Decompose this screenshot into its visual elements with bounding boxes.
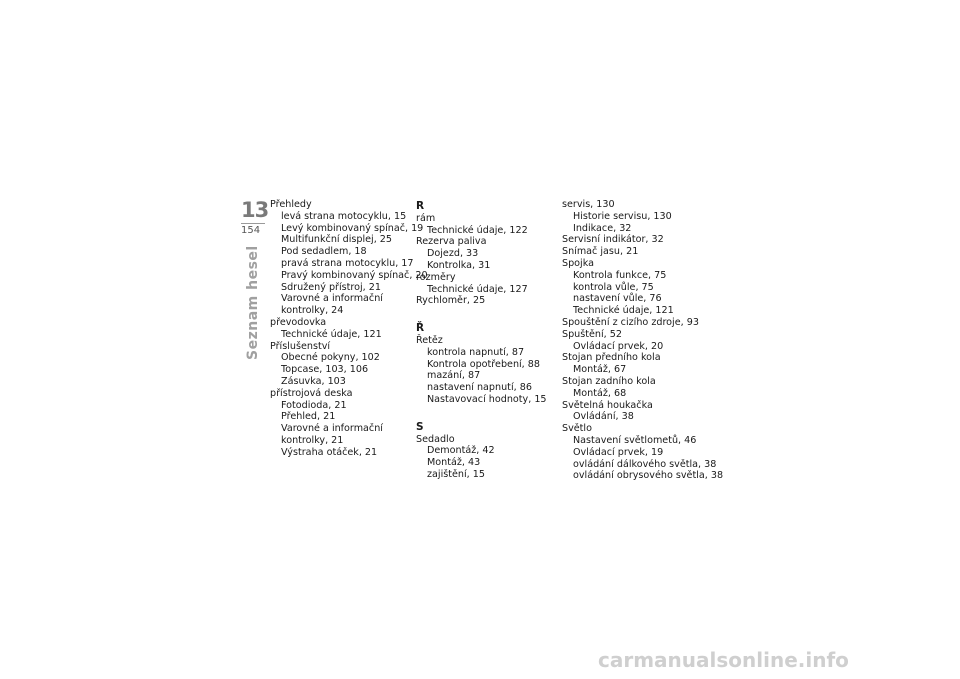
index-subentry: Nastavovací hodnoty, 15 [427, 393, 547, 405]
index-entry: Rychloměr, 25 [416, 295, 486, 307]
index-column-2 [416, 199, 556, 481]
index-entry: přístrojová deska [270, 387, 353, 399]
index-subentry: Varovné a informační [281, 423, 383, 435]
index-subentry: ovládání obrysového světla, 38 [573, 470, 724, 482]
index-entry: servis, 130 [562, 199, 615, 210]
index-subentry: Kontrola funkce, 75 [573, 269, 667, 281]
index-subentry: kontrola napnutí, 87 [427, 346, 525, 358]
index-subentry: mazání, 87 [427, 370, 481, 382]
index-subentry: Kontrola opotřebení, 88 [427, 358, 540, 370]
index-subentry: Technické údaje, 121 [573, 305, 674, 317]
index-subentry: Ovládání, 38 [573, 411, 634, 423]
index-subentry: Montáž, 68 [573, 387, 627, 399]
index-subentry: kontrolky, 21 [281, 434, 344, 446]
index-subentry: Indikace, 32 [573, 222, 632, 234]
index-subentry: zajištění, 15 [427, 468, 485, 480]
page-number: 154 [241, 225, 261, 236]
index-entry: Spojka [562, 257, 594, 269]
index-subentry: kontrola vůle, 75 [573, 281, 654, 293]
index-entry: Příslušenství [270, 340, 331, 352]
index-entry: Stojan zadního kola [562, 375, 656, 387]
section-gap [416, 307, 556, 321]
index-entry: Snímač jasu, 21 [562, 246, 639, 258]
index-subentry: Nastavení světlometů, 46 [573, 434, 697, 446]
index-subentry: Technické údaje, 121 [281, 328, 382, 340]
index-subentry: kontrolky, 24 [281, 305, 344, 317]
index-entry: Sedadlo [416, 433, 455, 445]
index-entry: Spouštění z cizího zdroje, 93 [562, 316, 699, 328]
index-subentry: Pod sedadlem, 18 [281, 246, 367, 258]
index-subentry: nastavení vůle, 76 [573, 293, 662, 305]
index-subentry: Montáž, 43 [427, 457, 481, 469]
index-subentry: Sdružený přístroj, 21 [281, 281, 381, 293]
index-subentry: Technické údaje, 127 [427, 283, 528, 295]
index-entry: Řetěz [416, 334, 443, 346]
index-subentry: Technické údaje, 122 [427, 224, 528, 236]
index-entry: Světlo [562, 423, 592, 435]
index-subentry: Ovládací prvek, 19 [573, 446, 664, 458]
index-entry: rám [416, 212, 436, 224]
watermark: carmanualsonline.info [598, 648, 849, 672]
index-subentry: Dojezd, 33 [427, 248, 479, 260]
index-subentry: Levý kombinovaný spínač, 19 [281, 222, 424, 234]
index-subentry: Multifunkční displej, 25 [281, 234, 392, 246]
index-subentry: Pravý kombinovaný spínač, 20 [281, 269, 428, 281]
index-subentry: Obecné pokyny, 102 [281, 352, 380, 364]
index-letter-heading: S [416, 420, 424, 433]
index-subentry: Demontáž, 42 [427, 445, 495, 457]
index-entry: rozměry [416, 271, 456, 283]
index-entry: Servisní indikátor, 32 [562, 234, 664, 246]
index-entry: Světelná houkačka [562, 399, 653, 411]
index-subentry: Zásuvka, 103 [281, 375, 346, 387]
index-subentry: levá strana motocyklu, 15 [281, 210, 407, 222]
index-entry: převodovka [270, 316, 327, 328]
index-subentry: Ovládací prvek, 20 [573, 340, 664, 352]
chapter-title: Seznam hesel [245, 245, 261, 360]
index-subentry: Montáž, 67 [573, 364, 627, 376]
index-entry: Rezerva paliva [416, 236, 487, 248]
index-entry: Přehledy [270, 199, 312, 210]
index-subentry: ovládání dálkového světla, 38 [573, 458, 717, 470]
index-subentry: Topcase, 103, 106 [281, 364, 369, 376]
chapter-marker [241, 198, 269, 239]
index-subentry: pravá strana motocyklu, 17 [281, 257, 414, 269]
index-subentry: Kontrolka, 31 [427, 259, 491, 271]
index-subentry: Fotodioda, 21 [281, 399, 347, 411]
chapter-number: 13 [241, 198, 269, 222]
index-subentry: Přehled, 21 [281, 411, 336, 423]
index-entry: Stojan předního kola [562, 352, 661, 364]
index-letter-heading: Ř [416, 322, 425, 335]
index-column-3 [562, 199, 724, 482]
index-subentry: Varovné a informační [281, 293, 383, 305]
index-subentry: Historie servisu, 130 [573, 210, 672, 222]
index-entry: Spuštění, 52 [562, 328, 622, 340]
section-gap [416, 406, 556, 420]
index-subentry: nastavení napnutí, 86 [427, 382, 532, 394]
index-subentry: Výstraha otáček, 21 [281, 446, 378, 458]
chapter-divider [241, 223, 265, 224]
index-letter-heading: R [416, 200, 425, 212]
